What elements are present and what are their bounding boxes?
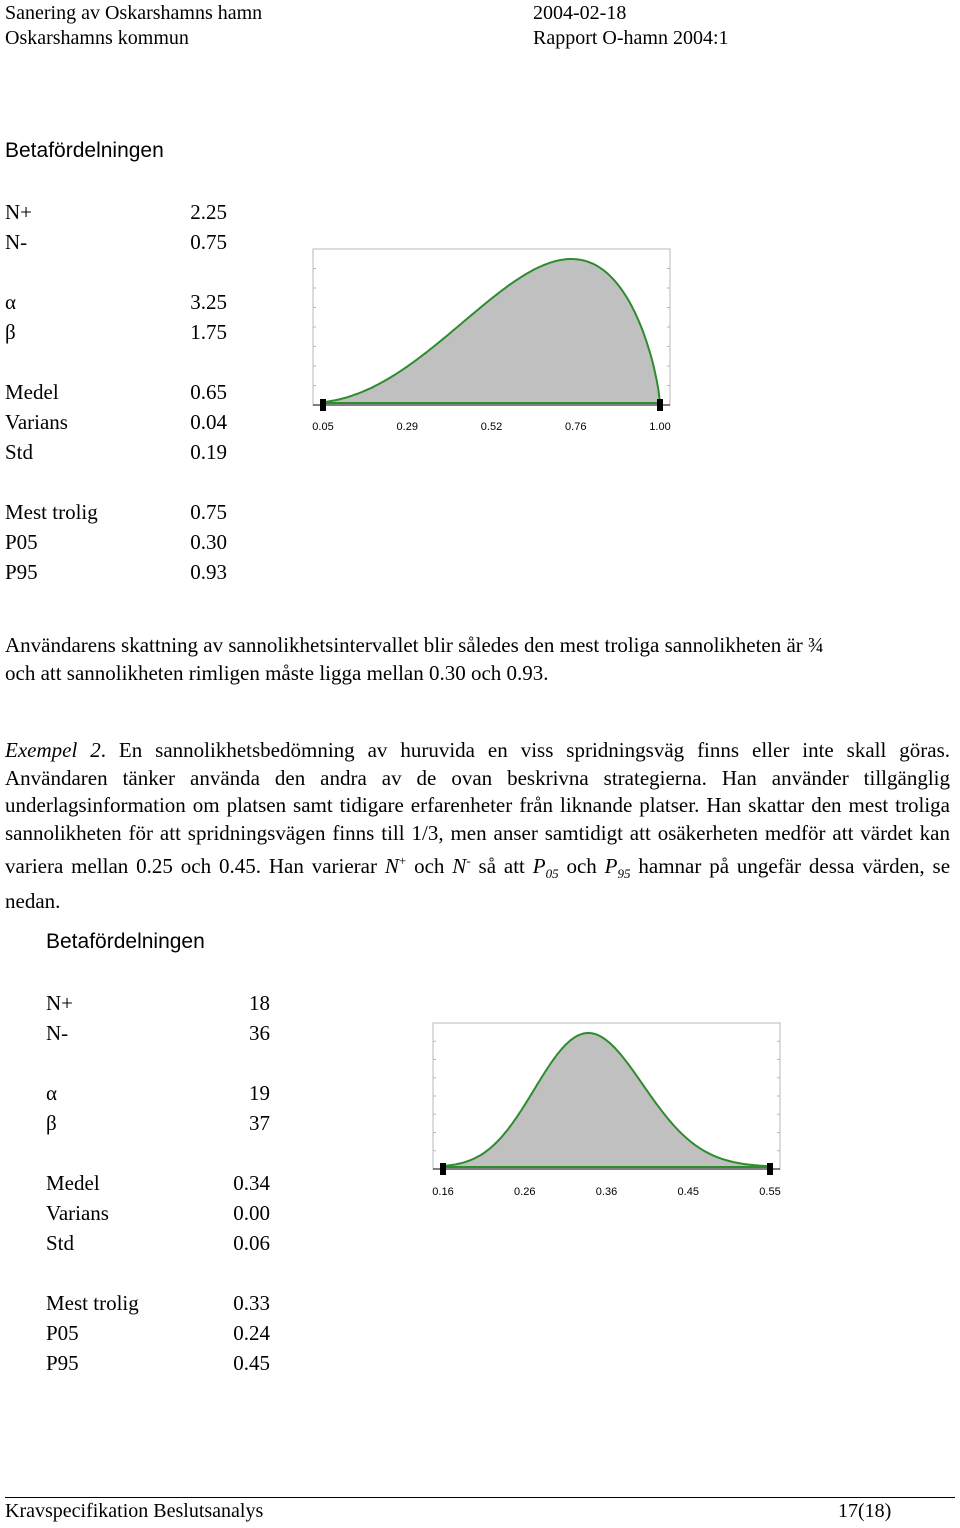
n-symbol: N (384, 854, 399, 878)
block1-row-label: P95 (5, 560, 38, 584)
header-title: Sanering av Oskarshamns hamn (5, 2, 263, 24)
header-date: 2004-02-18 (533, 2, 627, 24)
block2-row-value: 36 (249, 1021, 270, 1045)
block2-row-value: 18 (249, 991, 270, 1015)
x-tick-label: 0.36 (595, 1186, 618, 1198)
header-org: Oskarshamns kommun (5, 27, 189, 49)
x-tick-label: 0.45 (677, 1186, 699, 1198)
footer-page: 17(18) (838, 1500, 892, 1522)
block2-row-label: Medel (46, 1171, 100, 1195)
percentile-marker (320, 399, 326, 411)
percentile-marker (657, 399, 663, 411)
x-tick-label: 0.16 (432, 1186, 454, 1198)
block1-row-label: α (5, 290, 17, 314)
block2-row-label: β (46, 1111, 57, 1135)
block2-row-label: Varians (46, 1201, 109, 1225)
block1-row-label: Std (5, 440, 34, 464)
x-tick-label: 0.29 (396, 421, 418, 433)
block2-row-value: 19 (249, 1081, 270, 1105)
block2-row-value: 0.06 (233, 1231, 270, 1255)
block2-row-value: 37 (249, 1111, 270, 1135)
block1-row-value: 0.75 (190, 230, 227, 254)
n-plus-sup: + (398, 853, 407, 868)
p05-symbol: P (532, 854, 546, 878)
block2-row-label: P05 (46, 1321, 79, 1345)
x-tick-label: 0.26 (514, 1186, 536, 1198)
block1-row-label: P05 (5, 530, 38, 554)
x-tick-label: 0.52 (480, 421, 503, 433)
n-symbol-2: N (452, 854, 467, 878)
block2-row-label: N- (46, 1021, 69, 1045)
paragraph-2 (5, 737, 950, 915)
x-tick-label: 0.05 (312, 421, 334, 433)
density-area (323, 259, 660, 403)
block1-row-label: N- (5, 230, 28, 254)
header-report: Rapport O-hamn 2004:1 (533, 27, 729, 49)
paragraph-1 (5, 632, 950, 687)
paragraph-1-line-2: och att sannolikheten rimligen måste ligga mellan 0.30 och 0.93. (5, 660, 549, 685)
block1-row-value: 3.25 (190, 290, 227, 314)
block1-row-value: 2.25 (190, 200, 227, 224)
paragraph-2-text-2: så att (470, 854, 533, 878)
block1-title: Betafördelningen (5, 139, 164, 162)
block1-row-label: β (5, 320, 16, 344)
paragraph-1-line-1: Användarens skattning av sannolikhetsintervallet blir således den mest troliga sannolikheten är ¾ (5, 633, 824, 657)
density-area (443, 1033, 770, 1167)
percentile-marker (767, 1163, 773, 1175)
p05-sub: 05 (545, 866, 559, 882)
block1-row-value: 0.93 (190, 560, 227, 584)
block1-row-value: 0.30 (190, 530, 227, 554)
block1-row-value: 0.04 (190, 410, 227, 434)
block1-row-label: Mest trolig (5, 500, 98, 524)
beta-chart-2 (428, 1015, 790, 1205)
p95-symbol: P (604, 854, 618, 878)
block2-row-label: Std (46, 1231, 75, 1255)
block1-row-value: 0.75 (190, 500, 227, 524)
paragraph-2-och: och (406, 854, 453, 878)
block2-row-value: 0.33 (233, 1291, 270, 1315)
block2-row-value: 0.24 (233, 1321, 270, 1345)
block2-row-value: 0.34 (233, 1171, 270, 1195)
block2-title: Betafördelningen (46, 930, 205, 953)
block1-row-label: Medel (5, 380, 59, 404)
paragraph-2-text-4: hamnar på ungefär dessa värden, se nedan. (5, 854, 951, 913)
p95-sub: 95 (617, 866, 631, 882)
percentile-marker (440, 1163, 446, 1175)
block2-row-label: P95 (46, 1351, 79, 1375)
paragraph-2-text: . En sannolikhetsbedömning av huruvida en viss spridningsväg finns eller inte skall göras. Användaren tänker använda den andra av de ovan beskrivna strategierna. Han använder tillgänglig underlagsinformation om platsen samt tidigare erfarenheter från liknande platser. Han skattar den mest troliga sannolikheten för att spridningsvägen finns till 1/3, men anser samtidigt att osäkerheten medför att värdet kan variera mellan 0.25 och 0.45. Han varierar (5, 738, 951, 878)
block2-row-value: 0.45 (233, 1351, 270, 1375)
block1-row-label: N+ (5, 200, 33, 224)
paragraph-2-text-3: och (558, 854, 605, 878)
example-label: Exempel 2 (5, 738, 101, 762)
block2-row-label: Mest trolig (46, 1291, 139, 1315)
block1-row-value: 1.75 (190, 320, 227, 344)
x-tick-label: 0.55 (759, 1186, 781, 1198)
block2-row-label: α (46, 1081, 58, 1105)
block2-row-label: N+ (46, 991, 74, 1015)
block1-row-value: 0.19 (190, 440, 227, 464)
x-tick-label: 0.76 (565, 421, 587, 433)
footer-rule (5, 1497, 955, 1498)
beta-chart-1 (308, 245, 688, 440)
block1-row-label: Varians (5, 410, 68, 434)
footer-left: Kravspecifikation Beslutsanalys (5, 1500, 264, 1522)
n-minus-sup: - (466, 853, 471, 868)
block2-row-value: 0.00 (233, 1201, 270, 1225)
x-tick-label: 1.00 (649, 421, 671, 433)
block1-row-value: 0.65 (190, 380, 227, 404)
